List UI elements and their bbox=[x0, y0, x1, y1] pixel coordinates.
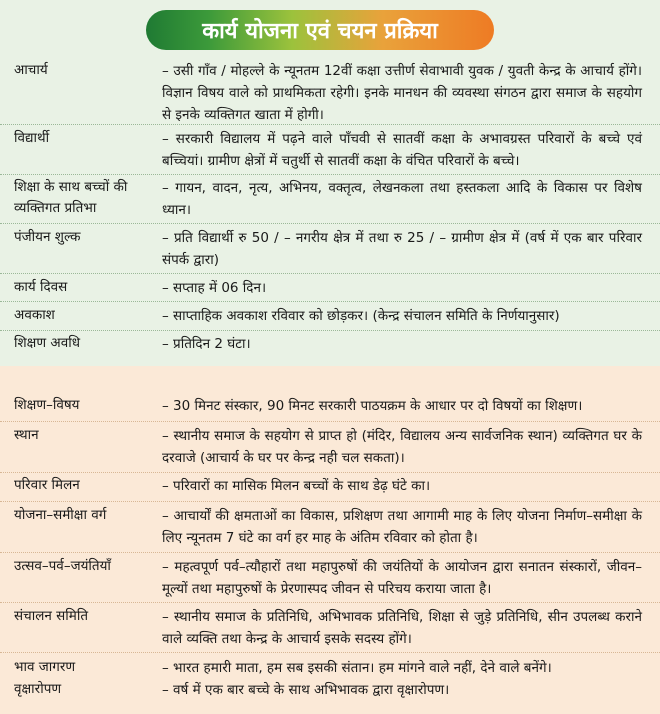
row-value: – स्थानीय समाज के प्रतिनिधि, अभिभावक प्रतिनिधि, शिक्षा से जुड़े प्रतिनिधि, सीन उपलब्ध कराने वाले व्यक्ति तथा केन्द्र के आचार्य इसके सदस्य होंगे। bbox=[162, 609, 642, 647]
row-value: – साप्ताहिक अवकाश रविवार को छोड़कर। (केन्द्र संचालन समिति के निर्णयानुसार) bbox=[162, 308, 560, 324]
page-title-text: कार्य योजना एवं चयन प्रक्रिया bbox=[202, 19, 438, 44]
bottom-section bbox=[0, 366, 660, 714]
row-value: – परिवारों का मासिक मिलन बच्चों के साथ डेढ़ घंटे का। bbox=[162, 478, 431, 494]
row-label: कार्य दिवस bbox=[14, 279, 68, 295]
row-label: शिक्षा के साथ बच्चों की व्यक्तिगत प्रतिभा bbox=[14, 179, 128, 216]
row-label: शिक्षण अवधि bbox=[14, 335, 81, 351]
row-divider bbox=[0, 472, 660, 473]
row-label: पंजीयन शुल्क bbox=[14, 229, 81, 245]
row-divider bbox=[0, 273, 660, 274]
row-label: विद्यार्थी bbox=[14, 130, 50, 146]
row-divider bbox=[0, 501, 660, 502]
row-value: – स्थानीय समाज के सहयोग से प्राप्त हो (मंदिर, विद्यालय अन्य सार्वजनिक स्थान) व्यक्तिगत घर के दरवाजे (आचार्य के घर पर केन्द्र नही चल सकता)। bbox=[162, 428, 642, 466]
row-label: शिक्षण–विषय bbox=[14, 397, 80, 413]
row-label: परिवार मिलन bbox=[14, 477, 80, 493]
row-divider bbox=[0, 552, 660, 553]
row-value: – वर्ष में एक बार बच्चे के साथ अभिभावक द्वारा वृक्षारोपण। bbox=[162, 682, 450, 698]
row-label: वृक्षारोपण bbox=[14, 681, 62, 697]
row-divider bbox=[0, 124, 660, 125]
row-label: स्थान bbox=[14, 427, 39, 443]
row-value: – सरकारी विद्यालय में पढ़ने वाले पाँचवी से सातवीं कक्षा के अभावग्रस्त परिवारों के बच्चे एवं बच्चियां। ग्रामीण क्षेत्रों में चतुर्थी से सातवीं कक्षा के वंचित परिवारों के बच्चे। bbox=[162, 131, 642, 169]
row-divider bbox=[0, 174, 660, 175]
row-value: – प्रतिदिन 2 घंटा। bbox=[162, 336, 251, 352]
page-title bbox=[146, 10, 494, 50]
row-value: – प्रति विद्यार्थी रु 50 / – नगरीय क्षेत्र में तथा रु 25 / – ग्रामीण क्षेत्र में (वर्ष में एक बार परिवार संपर्क द्वारा) bbox=[162, 230, 642, 268]
row-value: – उसी गाँव / मोहल्ले के न्यूनतम 12वीं कक्षा उत्तीर्ण सेवाभावी युवक / युवती केन्द्र के आचार्य होंगे। विज्ञान विषय वाले को प्राथमिकता रहेगी। इनके मानधन की व्यवस्था संगठन द्वारा समाज के सहयोग से इनके व्यक्तिगत खाता में होगी। bbox=[162, 63, 642, 123]
row-value: – 30 मिनट संस्कार, 90 मिनट सरकारी पाठयक्रम के आधार पर दो विषयों का शिक्षण। bbox=[162, 398, 583, 414]
row-divider bbox=[0, 602, 660, 603]
row-divider bbox=[0, 421, 660, 422]
row-value: – आचार्यों की क्षमताओं का विकास, प्रशिक्षण तथा आगामी माह के लिए योजना निर्माण–समीक्षा के लिए न्यूनतम 7 घंटे का वर्ग हर माह के अंतिम रविवार को होता है। bbox=[162, 508, 642, 546]
row-label: आचार्य bbox=[14, 62, 48, 78]
row-value: – महत्वपूर्ण पर्व–त्यौहारों तथा महापुरुषों की जयंतियों के आयोजन द्वारा सनातन संस्कारों, जीवन–मूल्यों तथा महापुरुषों के प्रेरणास्पद जीवन से परिचय कराया जाता है। bbox=[162, 559, 642, 597]
row-value: – गायन, वादन, नृत्य, अभिनय, वक्तृत्व, लेखनकला तथा हस्तकला आदि के विकास पर विशेष ध्यान। bbox=[162, 180, 642, 218]
row-value: – सप्ताह में 06 दिन। bbox=[162, 280, 267, 296]
row-label: अवकाश bbox=[14, 307, 55, 323]
row-divider bbox=[0, 223, 660, 224]
row-value: – भारत हमारी माता, हम सब इसकी संतान। हम मांगने वाले नहीं, देने वाले बनेंगे। bbox=[162, 660, 552, 676]
row-label: उत्सव–पर्व–जयंतियाँ bbox=[14, 558, 111, 574]
row-divider bbox=[0, 330, 660, 331]
row-label: भाव जागरण bbox=[14, 659, 76, 675]
row-divider bbox=[0, 301, 660, 302]
row-divider bbox=[0, 652, 660, 653]
row-label: संचालन समिति bbox=[14, 608, 89, 624]
row-label: योजना–समीक्षा वर्ग bbox=[14, 507, 107, 523]
